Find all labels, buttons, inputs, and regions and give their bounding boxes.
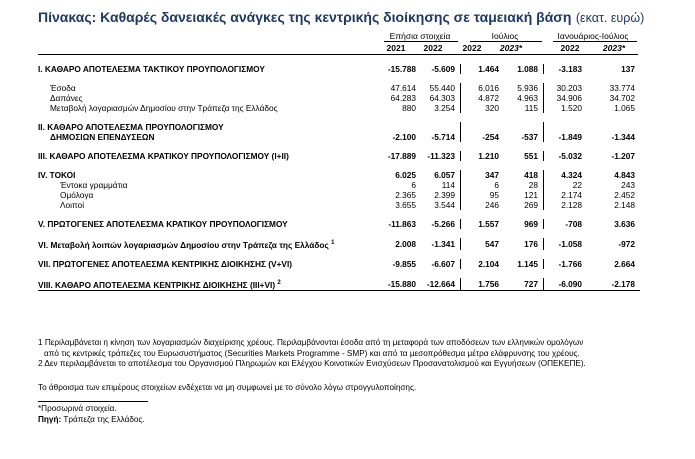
cell: 1.088 (517, 64, 538, 74)
cell: 1.756 (465, 278, 504, 290)
row-label: I. ΚΑΘΑΡΟ ΑΠΟΤΕΛΕΣΜΑ ΤΑΚΤΙΚΟΥ ΠΡΟΥΠΟΛΟΓΙΣΜΟΥ (38, 64, 265, 74)
cell: 3.544 (434, 200, 455, 210)
cell: -2.100 (392, 132, 416, 142)
cell: 1.557 (478, 219, 499, 229)
group-underline-annual (384, 41, 458, 42)
cell: -9.855 (392, 258, 416, 269)
footnote-marker: 1 (331, 240, 335, 246)
cell: 4.963 (517, 93, 538, 103)
cell: 320 (485, 103, 499, 113)
cell: 6.057 (434, 170, 455, 180)
table-row (38, 238, 640, 250)
title-main: Πίνακας: Καθαρές δανειακές ανάγκες της κεντρικής διοίκησης σε ταμειακή βάση (38, 9, 572, 25)
cell: -12.664 (421, 278, 461, 290)
cell: 55.440 (429, 83, 455, 93)
col-head-1: 2021 (386, 43, 406, 53)
table-row (38, 200, 640, 210)
cell: 6 (494, 180, 499, 190)
cell: -5.266 (431, 219, 455, 229)
cell: 2.365 (395, 190, 416, 200)
cell: -254 (482, 132, 499, 142)
cell: -5.032 (558, 151, 582, 161)
cell: -1.058 (558, 238, 582, 249)
cell: 2.664 (614, 258, 635, 269)
cell: 6 (411, 180, 416, 190)
cell: -972 (618, 238, 635, 249)
footnote-marker: 2 (277, 279, 281, 286)
cell: 547 (485, 238, 499, 249)
source-line (38, 415, 145, 426)
table-row (38, 259, 640, 269)
cell: 2.148 (614, 200, 635, 210)
cell: 551 (524, 151, 538, 161)
cell: 3.636 (614, 219, 635, 229)
cell: 246 (485, 200, 499, 210)
cell: 121 (524, 190, 538, 200)
table-row (38, 122, 640, 132)
table-row (38, 103, 640, 113)
row-label: Μεταβολή λογαριασμών Δημοσίου στην Τράπεζα της Ελλάδος (50, 103, 278, 113)
footnote-1b: από τις κεντρικές τράπεζες του Ευρωσυστήματος (Securities Markets Programme - SMP) και από τα μεσοπρόθεσμα μέτρα ελάφρυνσης του χρέους. (44, 348, 580, 358)
cell: -1.341 (431, 238, 455, 249)
cell: 5.936 (517, 83, 538, 93)
cell: -15.880 (382, 278, 421, 290)
cell: -537 (521, 132, 538, 142)
cell: 2.008 (395, 238, 416, 249)
provisional-note: *Προσωρινά στοιχεία. (38, 404, 117, 413)
row-label: Ομόλογα (60, 190, 94, 200)
rounding-note: Το άθροισμα των επιμέρους στοιχείων ενδέχεται να μη συμφωνεί με το σύνολο λόγω στρογγυλοποίησης. (38, 382, 417, 392)
cell: 1.145 (517, 258, 538, 269)
group-jan-jul: Ιανουάριος-Ιούλιος (557, 31, 629, 41)
cell: 4.872 (478, 93, 499, 103)
cell: 2.174 (561, 190, 582, 200)
row-label: Έντοκα γραμμάτια (60, 180, 128, 190)
cell: 418 (524, 170, 538, 180)
cell: 269 (524, 200, 538, 210)
footnote-2: 2 Δεν περιλαμβάνεται το αποτέλεσμα του Οργανισμού Πληρωμών και Ελέγχου Κοινοτικών Ενισχύσεων Προσανατολισμού και Εγγυήσεων (ΟΠΕΚΕΠΕ). (38, 359, 586, 368)
cell: 2.128 (561, 200, 582, 210)
title-unit: (εκατ. ευρώ) (575, 11, 645, 25)
table-title (38, 9, 644, 27)
cell: -708 (565, 219, 582, 229)
group-underline-jan-jul (553, 41, 637, 42)
cell: -5.714 (431, 132, 455, 142)
col-head-4: 2023* (499, 43, 523, 53)
cell: 243 (621, 180, 635, 190)
cell: 2.452 (614, 190, 635, 200)
cell: 95 (489, 190, 499, 200)
row-label: Λοιποί (60, 200, 85, 210)
cell: -6.607 (431, 258, 455, 269)
cell: 4.324 (561, 170, 582, 180)
row-label: VI. Μεταβολή λοιπών λογαριασμών Δημοσίου στην Τράπεζα της Ελλάδος $^1$ (38, 239, 335, 250)
cell: 727 (504, 278, 544, 290)
cell: 34.906 (556, 93, 582, 103)
cell: 33.774 (609, 83, 635, 93)
row-label: Δαπάνες (50, 93, 83, 103)
cell: -5.609 (431, 64, 455, 74)
cell: 1.520 (561, 103, 582, 113)
table-row (38, 180, 640, 190)
cell: 1.464 (478, 64, 499, 74)
cell: 34.702 (609, 93, 635, 103)
table-row (38, 93, 640, 103)
group-annual: Επήσια στοιχεία (389, 31, 451, 41)
cell: 1.065 (614, 103, 635, 113)
cell: 4.843 (614, 170, 635, 180)
cell: -1.849 (558, 132, 582, 142)
cell: -3.183 (558, 64, 582, 74)
notes-rule (38, 401, 148, 402)
footnotes (38, 338, 668, 393)
table-row (38, 219, 640, 229)
col-head-6: 2023* (602, 43, 626, 53)
row-label: V. ΠΡΩΤΟΓΕΝΕΣ ΑΠΟΤΕΛΕΣΜΑ ΚΡΑΤΙΚΟΥ ΠΡΟΥΠΟΛΟΓΙΣΜΟΥ (38, 219, 288, 229)
cell: -2.178 (601, 278, 640, 290)
cell: 6.025 (395, 170, 416, 180)
table-row (38, 83, 640, 93)
cell: 2.104 (478, 258, 499, 269)
cell: -1.766 (558, 258, 582, 269)
row-label-cont: ΔΗΜΟΣΙΩΝ ΕΠΕΝΔΥΣΕΩΝ (50, 132, 155, 142)
cell: -11.323 (427, 151, 455, 161)
row-label: VIII. ΚΑΘΑΡΟ ΑΠΟΤΕΛΕΣΜΑ ΚΕΝΤΡΙΚΗΣ ΔΙΟΙΚΗΣΗΣ (III+VI) $^2$ (38, 278, 382, 290)
table-row (38, 170, 640, 180)
row-label: VII. ΠΡΩΤΟΓΕΝΕΣ ΑΠΟΤΕΛΕΣΜΑ ΚΕΝΤΡΙΚΗΣ ΔΙΟΙΚΗΣΗΣ (V+VI) (38, 258, 293, 269)
cell: -1.207 (611, 151, 635, 161)
cell: 28 (528, 180, 538, 190)
source-text: Τράπεζα της Ελλάδος. (63, 414, 145, 424)
cell: -6.090 (548, 278, 587, 290)
row-label: III. ΚΑΘΑΡΟ ΑΠΟΤΕΛΕΣΜΑ ΚΡΑΤΙΚΟΥ ΠΡΟΥΠΟΛΟΓΙΣΜΟΥ (I+II) (38, 151, 289, 161)
cell: 2.399 (434, 190, 455, 200)
cell: -1.344 (611, 132, 635, 142)
cell: -17.889 (387, 151, 416, 161)
cell: 6.016 (478, 83, 499, 93)
table-row (38, 64, 640, 74)
group-july: Ιούλιος (491, 31, 519, 41)
col-head-3: 2022 (462, 43, 482, 53)
cell: 30.203 (556, 83, 582, 93)
cell: 64.283 (390, 93, 416, 103)
cell: 176 (524, 238, 538, 249)
cell: -15.788 (387, 64, 416, 74)
cell: 3.655 (395, 200, 416, 210)
cell: 969 (524, 219, 538, 229)
footnote-1a: 1 Περιλαμβάνεται η κίνηση των λογαριασμών διαχείρισης χρέους. Περιλαμβάνονται έσοδα από τη μεταφορά των αποδόσεων των ελληνικών ομολόγων (38, 338, 584, 347)
cell: 1.210 (478, 151, 499, 161)
col-head-2: 2022 (423, 43, 443, 53)
cell: 3.254 (434, 103, 455, 113)
cell: -11.863 (388, 219, 416, 229)
cell: 22 (572, 180, 582, 190)
cell: 47.614 (390, 83, 416, 93)
cell: 347 (485, 170, 499, 180)
row-label: IV. ΤΟΚΟΙ (38, 170, 76, 180)
table-row (38, 132, 640, 142)
row-label: Έσοδα (50, 83, 76, 93)
cell: 64.303 (429, 93, 455, 103)
cell: 137 (621, 64, 635, 74)
cell: 114 (441, 180, 455, 190)
table-row (38, 190, 640, 200)
source-label: Πηγή: (38, 414, 62, 424)
group-underline-july (470, 41, 542, 42)
source-notes (38, 404, 145, 425)
net-borrowing-table (38, 55, 640, 291)
row-label: II. ΚΑΘΑΡΟ ΑΠΟΤΕΛΕΣΜΑ ΠΡΟΥΠΟΛΟΓΙΣΜΟΥ (38, 122, 224, 132)
col-head-5: 2022 (560, 43, 580, 53)
cell: 115 (524, 103, 538, 113)
cell: 880 (402, 103, 416, 113)
table-row (38, 151, 640, 161)
table-row (38, 278, 640, 290)
